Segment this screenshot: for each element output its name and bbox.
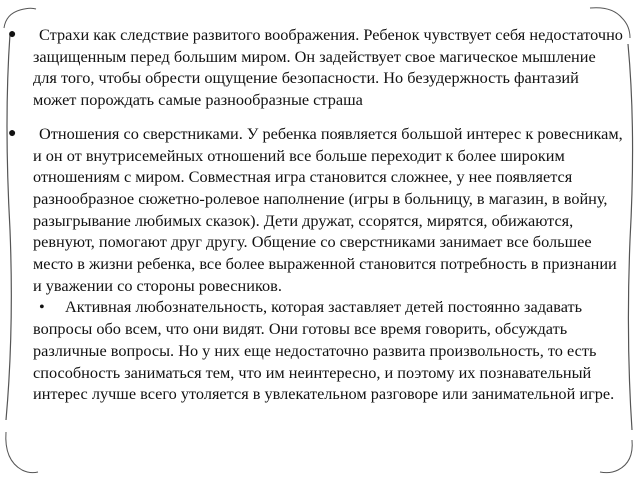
bullet-marker: ● [8, 27, 17, 42]
paragraph-fears [8, 24, 623, 111]
frame-bottom-left-curl [6, 432, 38, 473]
frame-left-bracket [6, 34, 11, 420]
frame-bottom-right-curl [600, 440, 632, 473]
paragraph-peers-text: Отношения со сверстниками. У ребенка появляется большой интерес к ровесникам, и он от внутрисемейных отношений все больше переходит к более широким отношениям с миром. Совместная игра становится сложнее, у нее появляется разнообразное сюжетно-ролевое наполнение (игры в больницу, в магазин, в войну, разыгрывание любимых сказок). Дети дружат, ссорятся, мирятся, обижаются, ревнуют, помогают друг другу. Общение со сверстниками занимает все большее место в жизни ребенка, все более выраженной становится потребность в признании и уважении со стороны ровесников. [33, 123, 623, 295]
bullet-marker: ● [8, 125, 17, 141]
paragraph-peers [8, 123, 623, 405]
paragraph-curiosity-text: Активная любознательность, которая заставляет детей постоянно задавать вопросы обо всем, что они видят. Они готовы все время говорить, обсуждать различные вопросы. Но у них еще недостаточно развита произвольность, то есть способность заниматься тем, что им неинтересно, и поэтому их познавательный интерес лучше всего утоляется в увлекательном разговоре или занимательной игре. [33, 297, 615, 404]
paragraph-fears-text: Страхи как следствие развитого воображения. Ребенок чувствует себя недостаточно защищенным перед большим миром. Он задействует свое магическое мышление для того, чтобы обрести ощущение безопасности. Но безудержность фантазий может порождать самые разнообразные страша [33, 25, 623, 110]
content-body [8, 24, 623, 405]
frame-right-bracket [628, 44, 633, 430]
inline-bullet-marker: • [39, 297, 45, 317]
